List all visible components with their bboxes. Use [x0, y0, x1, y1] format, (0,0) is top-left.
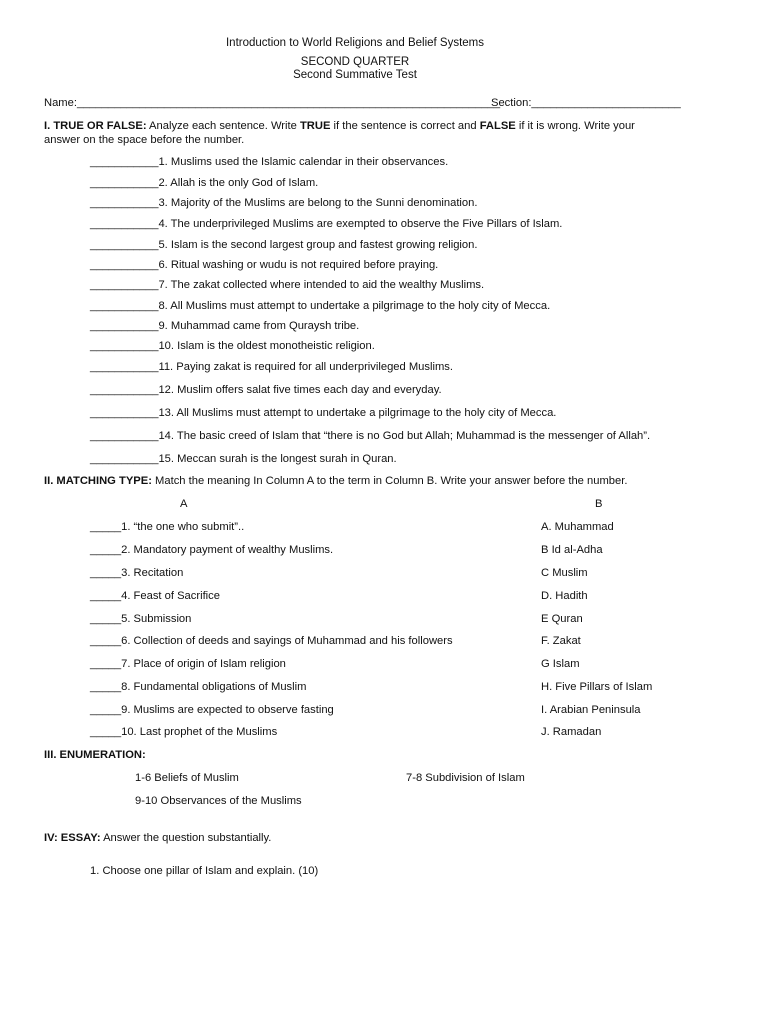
part1-instruction: I. TRUE OR FALSE: Analyze each sentence. Write TRUE if the sentence is correct and FALSE if it is wrong. Write your [44, 120, 635, 132]
column-a-header: A [180, 498, 188, 510]
part2-heading: II. MATCHING TYPE: [44, 475, 152, 487]
part4-instruction: IV: ESSAY: Answer the question substantially. [44, 832, 272, 844]
tf-item-3: ___________3. Majority of the Muslims are belong to the Sunni denomination. [90, 197, 478, 209]
match-b-9: I. Arabian Peninsula [541, 704, 641, 716]
tf-item-7: ___________7. The zakat collected where intended to aid the wealthy Muslims. [90, 279, 485, 291]
tf-item-1: ___________1. Muslims used the Islamic calendar in their observances. [90, 156, 449, 168]
tf-item-8: ___________8. All Muslims must attempt to undertake a pilgrimage to the holy city of Mecca. [90, 300, 551, 312]
enum-subdivision: 7-8 Subdivision of Islam [406, 772, 525, 784]
section-field: Section:________________________ [491, 97, 681, 109]
course-title: Introduction to World Religions and Belief Systems [225, 37, 485, 49]
quarter-label: SECOND QUARTER [300, 56, 410, 68]
enum-observances: 9-10 Observances of the Muslims [135, 795, 302, 807]
match-a-5: _____5. Submission [90, 613, 192, 625]
tf-item-11: ___________11. Paying zakat is required for all underprivileged Muslims. [90, 361, 453, 373]
tf-item-10: ___________10. Islam is the oldest monotheistic religion. [90, 340, 375, 352]
match-a-10: _____10. Last prophet of the Muslims [90, 726, 278, 738]
part1-instruction-line2: answer on the space before the number. [44, 134, 245, 146]
match-a-2: _____2. Mandatory payment of wealthy Muslims. [90, 544, 334, 556]
match-a-9: _____9. Muslims are expected to observe fasting [90, 704, 334, 716]
match-a-7: _____7. Place of origin of Islam religion [90, 658, 286, 670]
name-field: Name:____________________________________________________________________ [44, 97, 501, 109]
tf-item-6: ___________6. Ritual washing or wudu is not required before praying. [90, 259, 439, 271]
tf-item-12: ___________12. Muslim offers salat five times each day and everyday. [90, 384, 442, 396]
test-name: Second Summative Test [293, 69, 417, 81]
enum-beliefs: 1-6 Beliefs of Muslim [135, 772, 239, 784]
part2-instruction: II. MATCHING TYPE: Match the meaning In Column A to the term in Column B. Write your answer before the number. [44, 475, 628, 487]
match-b-5: E Quran [541, 613, 583, 625]
match-a-1: _____1. “the one who submit”.. [90, 521, 245, 533]
match-b-10: J. Ramadan [541, 726, 602, 738]
match-b-3: C Muslim [541, 567, 588, 579]
match-b-6: F. Zakat [541, 635, 581, 647]
match-a-4: _____4. Feast of Sacrifice [90, 590, 220, 602]
match-b-1: A. Muhammad [541, 521, 614, 533]
part4-heading: IV: ESSAY: [44, 832, 101, 844]
tf-item-14: ___________14. The basic creed of Islam that “there is no God but Allah; Muhammad is the messenger of Allah”. [90, 430, 651, 442]
part1-heading: I. TRUE OR FALSE: [44, 120, 147, 132]
essay-question: 1. Choose one pillar of Islam and explain. (10) [90, 865, 319, 877]
match-a-6: _____6. Collection of deeds and sayings of Muhammad and his followers [90, 635, 453, 647]
match-a-3: _____3. Recitation [90, 567, 184, 579]
match-b-2: B Id al-Adha [541, 544, 603, 556]
tf-item-15: ___________15. Meccan surah is the longest surah in Quran. [90, 453, 397, 465]
tf-item-4: ___________4. The underprivileged Muslims are exempted to observe the Five Pillars of Islam. [90, 218, 563, 230]
tf-item-9: ___________9. Muhammad came from Quraysh tribe. [90, 320, 360, 332]
match-b-8: H. Five Pillars of Islam [541, 681, 653, 693]
tf-item-5: ___________5. Islam is the second largest group and fastest growing religion. [90, 239, 478, 251]
part3-heading: III. ENUMERATION: [44, 749, 146, 761]
match-a-8: _____8. Fundamental obligations of Muslim [90, 681, 307, 693]
match-b-7: G Islam [541, 658, 580, 670]
column-b-header: B [595, 498, 603, 510]
match-b-4: D. Hadith [541, 590, 588, 602]
tf-item-13: ___________13. All Muslims must attempt to undertake a pilgrimage to the holy city of Mecca. [90, 407, 557, 419]
tf-item-2: ___________2. Allah is the only God of Islam. [90, 177, 319, 189]
